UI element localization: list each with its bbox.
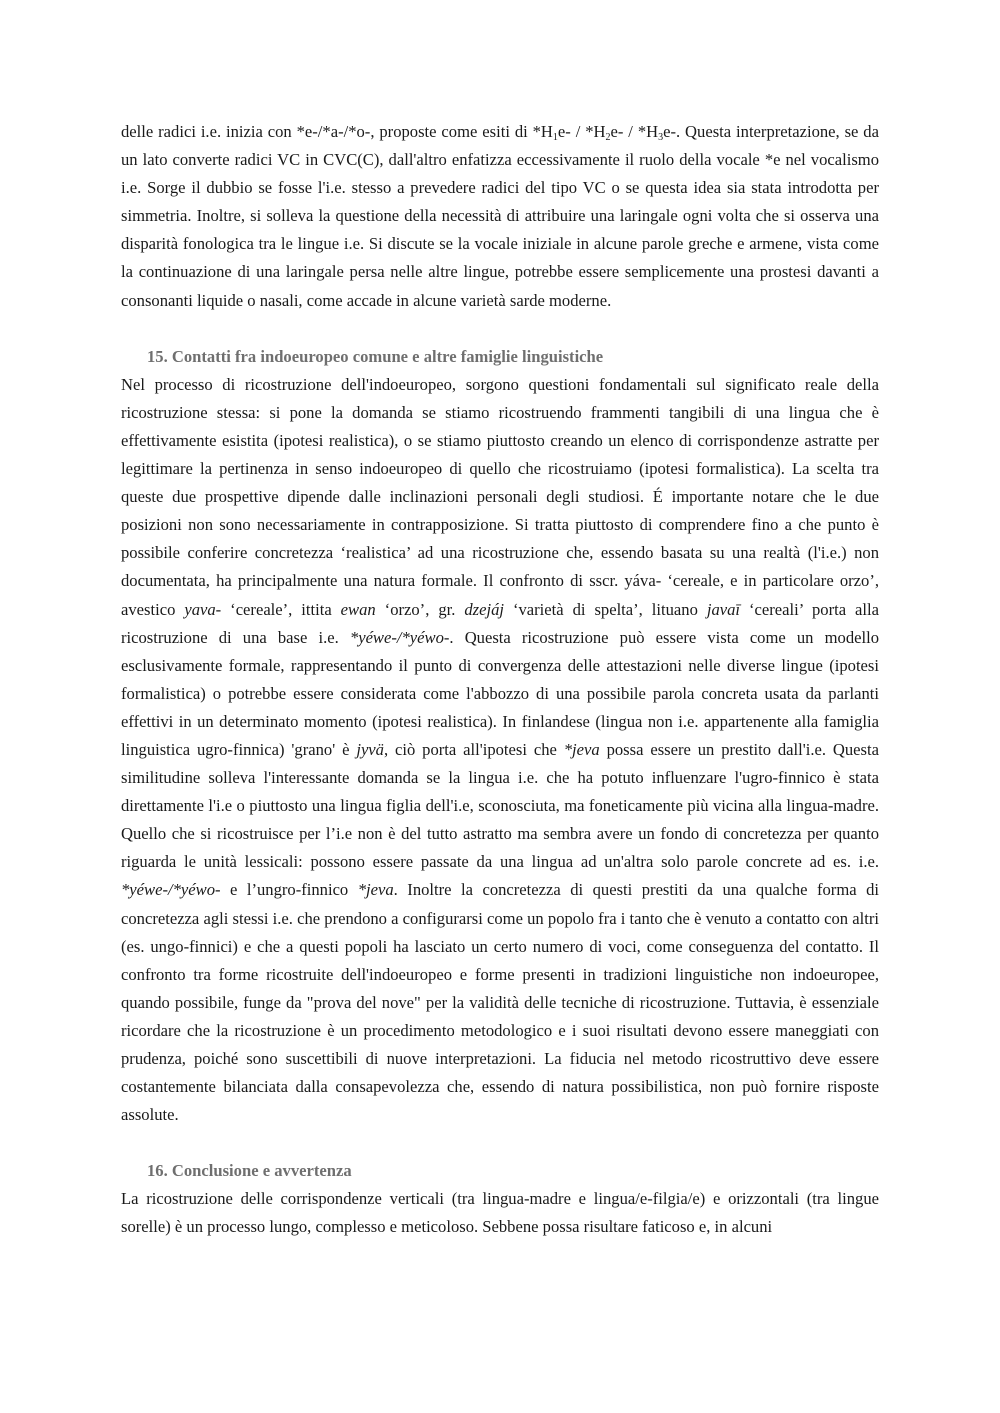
italic-term: ewan: [340, 599, 376, 619]
section-16-paragraph: La ricostruzione delle corrispondenze verticali (tra lingua-madre e lingua/e-filgia/e) e orizzontali (tra lingue sorelle) è un processo lungo, complesso e meticoloso. Sebbene possa risultare faticoso e, in alcuni: [121, 1189, 879, 1237]
text-run: ‘cereale’, ittita: [221, 599, 341, 619]
italic-term: javaī: [706, 599, 741, 619]
text-run: . Inoltre la concretezza di questi prestiti da una qualche forma di concretezza agli stessi i.e. che prendono a configurarsi come un popolo fra i tanto che è venuto a contatto con altri (es. ungo-finnici) e che a questi popoli ha lasciato un certo numero di voci, come conseguenza del contatto. Il confronto tra forme ricostruite dell'indoeuropeo e forme presenti in tradizioni linguistiche non indoeuropee, quando possibile, funge da "prova del nove" per la validità delle tecniche di ricostruzione. Tuttavia, è essenziale ricordare che la ricostruzione è un procedimento metodologico e i suoi risultati devono essere maneggiati con prudenza, poiché sono suscettibili di nuove interpretazioni. La fiducia nel metodo ricostruttivo deve essere costantemente bilanciata dalla consapevolezza che, essendo di natura possibilistica, non può fornire risposte assolute.: [121, 880, 879, 1125]
italic-term: *yéwe-/*yéwo-: [349, 627, 450, 647]
intro-text-2: e- / *H: [557, 122, 606, 141]
section-15-heading: 15. Contatti fra indoeuropeo comune e altre famiglie linguistiche: [147, 346, 604, 366]
text-run: possa essere un prestito dall'i.e. Questa similitudine solleva l'interessante domanda se la lingua i.e. che ha potuto influenzare l'ugro-finnico è stata direttamente l'i.e o piuttosto una lingua figlia dell'i.e, sconosciuta, ma foneticamente più vicina alla lingua-madre. Quello che si ricostruisce per l’i.e non è del tutto astratto ma sembra avere un fondo di concretezza per quanto riguarda le unità lessicali: possono essere passate da una lingua ad un'altra solo parole concrete ad es. i.e.: [121, 739, 879, 872]
document-page: [121, 118, 879, 1242]
text-run: ‘varietà di spelta’, lituano: [503, 599, 707, 619]
intro-text-1: delle radici i.e. inizia con *e-/*a-/*o-, proposte come esiti di *H: [121, 122, 553, 141]
text-run: , ciò porta all'ipotesi che: [383, 739, 564, 759]
paragraph-gap: [121, 1129, 879, 1157]
section-16-heading: 16. Conclusione e avvertenza: [147, 1161, 352, 1181]
italic-term: *jeva: [357, 880, 394, 900]
text-run: ‘orzo’, gr.: [375, 599, 465, 619]
intro-paragraph: [121, 118, 879, 315]
text-run: ‘cereali’ porta alla ricostruzione di una base i.e.: [121, 599, 879, 647]
subscript-3: 3: [658, 132, 664, 143]
text-run: Nel processo di ricostruzione dell'indoeuropeo, sorgono questioni fondamentali sul significato reale della ricostruzione stessa: si pone la domanda se stiamo ricostruendo frammenti tangibili di una lingua che è effettivamente esistita (ipotesi realistica), o se stiamo piuttosto creando un elenco di corrispondenze astratte per legittimare la pertinenza in senso indoeuropeo di quello che ricostruiamo (ipotesi formalistica). La scelta tra queste due prospettive dipende dalle inclinazioni personali degli studiosi. É importante notare che le due posizioni non sono necessariamente in contrapposizione. Si tratta piuttosto di comprendere fino a che punto è possibile conferire concretezza ‘realistica’ ad una ricostruzione che, essendo basata su una realtà (l'i.e.) non documentata, ha principalmente una natura formale. Il confronto di sscr. yáva- ‘cereale, e in particolare orzo’, avestico: [121, 374, 879, 619]
paragraph-gap: [121, 315, 879, 343]
intro-text-4: e-. Questa interpretazione, se da un lato converte radici VC in CVC(C), dall'altro enfatizza eccessivamente il ruolo della vocale *e nel vocalismo i.e. Sorge il dubbio se fosse l'i.e. stesso a prevedere radici del tipo VC o se questa idea sia stata introdotta per simmetria. Inoltre, si solleva la questione della necessità di attribuire una laringale ogni volta che si osserva una disparità fonologica tra le lingue i.e. Si discute se la vocale iniziale in alcune parole greche e armene, vista come la continuazione di una laringale persa nelle altre lingue, potrebbe essere semplicemente una prostesi davanti a consonanti liquide o nasali, come accade in alcune varietà sarde moderne.: [121, 122, 879, 310]
subscript-2: 2: [605, 132, 611, 143]
italic-term: *jeva: [563, 739, 600, 759]
section-15-paragraph: [121, 371, 879, 1130]
intro-text-3: e- / *H: [610, 122, 659, 141]
italic-term: dzejáj: [464, 599, 504, 619]
text-run: . Questa ricostruzione può essere vista come un modello esclusivamente formale, rappresentando il punto di convergenza delle attestazioni nelle diverse lingue (ipotesi formalistica) o potrebbe essere considerata come l'abbozzo di una possibile parola concreta usata da parlanti effettivi in un determinato momento (ipotesi realistica). In finlandese (lingua non i.e. appartenente alla famiglia linguistica ugro-finnica) 'grano' è: [121, 627, 879, 759]
italic-term: jyvä: [356, 739, 384, 759]
italic-term: yava-: [184, 599, 222, 619]
text-run: e l’ungro-finnico: [220, 880, 358, 900]
italic-term: *yéwe-/*yéwo-: [121, 880, 221, 900]
subscript-1: 1: [552, 132, 558, 143]
